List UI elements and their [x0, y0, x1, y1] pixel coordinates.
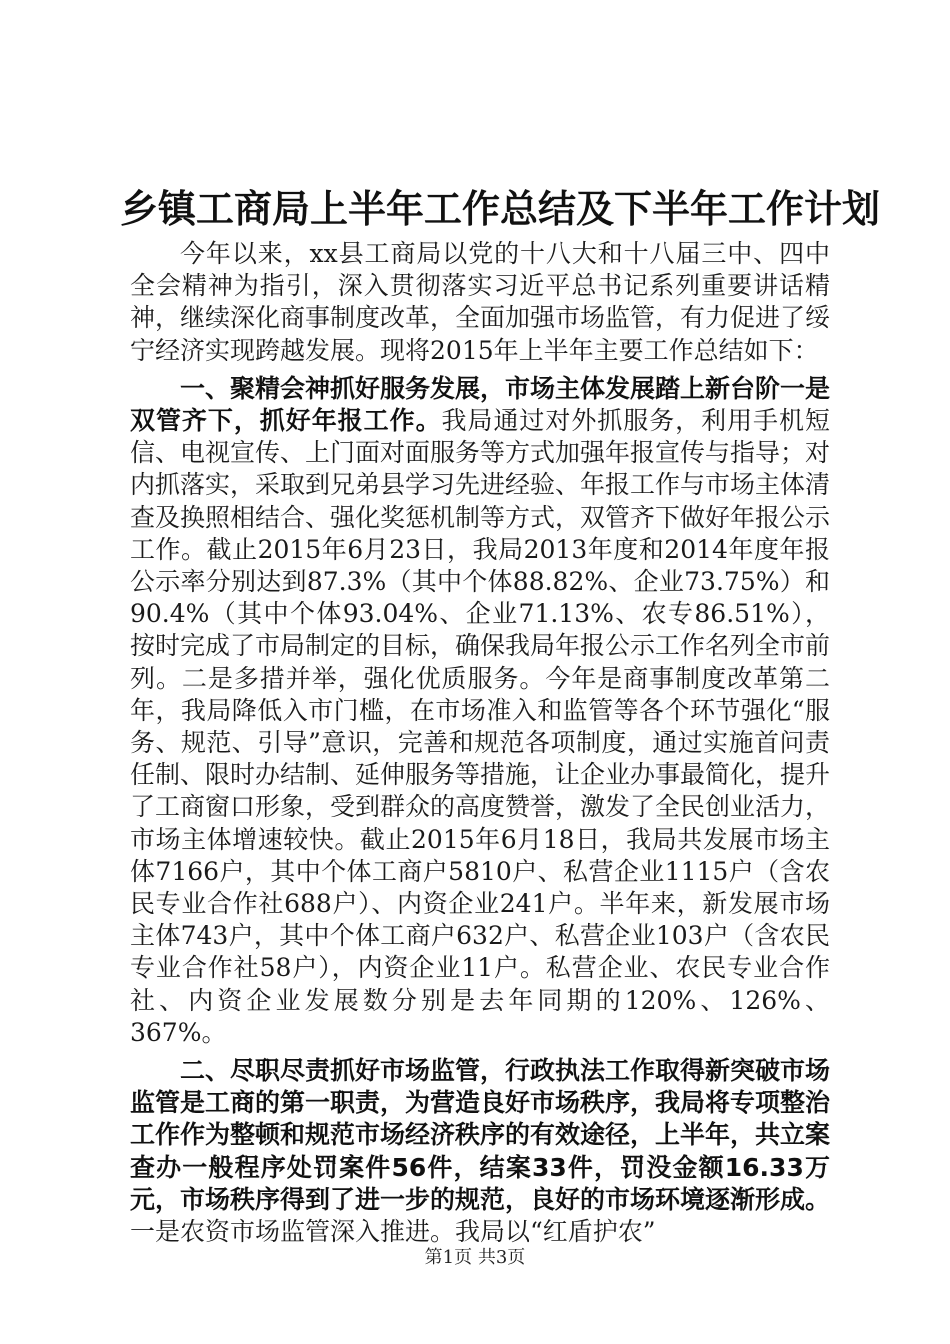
section-2-heading: 二、尽职尽责抓好市场监管，行政执法工作取得新突破市场监管是工商的第一职责，为营造良好市场秩序，我局将专项整治工作作为整顿和规范市场经济秩序的有效途径，上半年，共立案查办一般程序处罚案件56件，结案33件，罚没金额16.33万元，市场秩序得到了进一步的规范，良好的市场环境逐渐形成。 — [130, 1056, 831, 1214]
section-1-heading: 一、聚精会神抓好服务发展，市场主体发展踏上新台阶一是双管齐下，抓好年报工作。 — [130, 373, 831, 436]
section-1-paragraph — [130, 373, 830, 1049]
section-1-text: 我局通过对外抓服务，利用手机短信、电视宣传、上门面对面服务等方式加强年报宣传与指导；对内抓落实，采取到兄弟县学习先进经验、年报工作与市场主体清查及换照相结合、强化奖惩机制等方式，双管齐下做好年报公示工作。截止2015年6月23日，我局2013年度和2014年度年报公示率分别达到87.3%（其中个体88.82%、企业73.75%）和90.4%（其中个体93.04%、企业71.13%、农专86.51%），按时完成了市局制定的目标，确保我局年报公示工作名列全市前列。二是多措并举，强化优质服务。今年是商事制度改革第二年，我局降低入市门槛，在市场准入和监管等各个环节强化“服务、规范、引导”意识，完善和规范各项制度，通过实施首问责任制、限时办结制、延伸服务等措施，让企业办事最简化，提升了工商窗口形象，受到群众的高度赞誉，激发了全民创业活力，市场主体增速较快。截止2015年6月18日，我局共发展市场主体7166户，其中个体工商户5810户、私营企业1115户（含农民专业合作社688户）、内资企业241户。半年来，新发展市场主体743户，其中个体工商户632户、私营企业103户（含农民专业合作社58户），内资企业11户。私营企业、农民专业合作社、内资企业发展数分别是去年同期的120%、126%、367%。 — [130, 406, 831, 1047]
intro-paragraph: 今年以来，xx县工商局以党的十八大和十八届三中、四中全会精神为指引，深入贯彻落实习近平总书记系列重要讲话精神，继续深化商事制度改革，全面加强市场监管，有力促进了绥宁经济实现跨越发展。现将2015年上半年主要工作总结如下： — [130, 239, 831, 365]
section-2-text: 一是农资市场监管深入推进。我局以“红盾护农” — [130, 1217, 656, 1247]
document-title: 乡镇工商局上半年工作总结及下半年工作计划 — [120, 187, 881, 231]
section-2-paragraph — [130, 1055, 830, 1248]
document-body — [130, 238, 830, 1248]
page-footer: 第1页 共3页 — [424, 1247, 526, 1268]
